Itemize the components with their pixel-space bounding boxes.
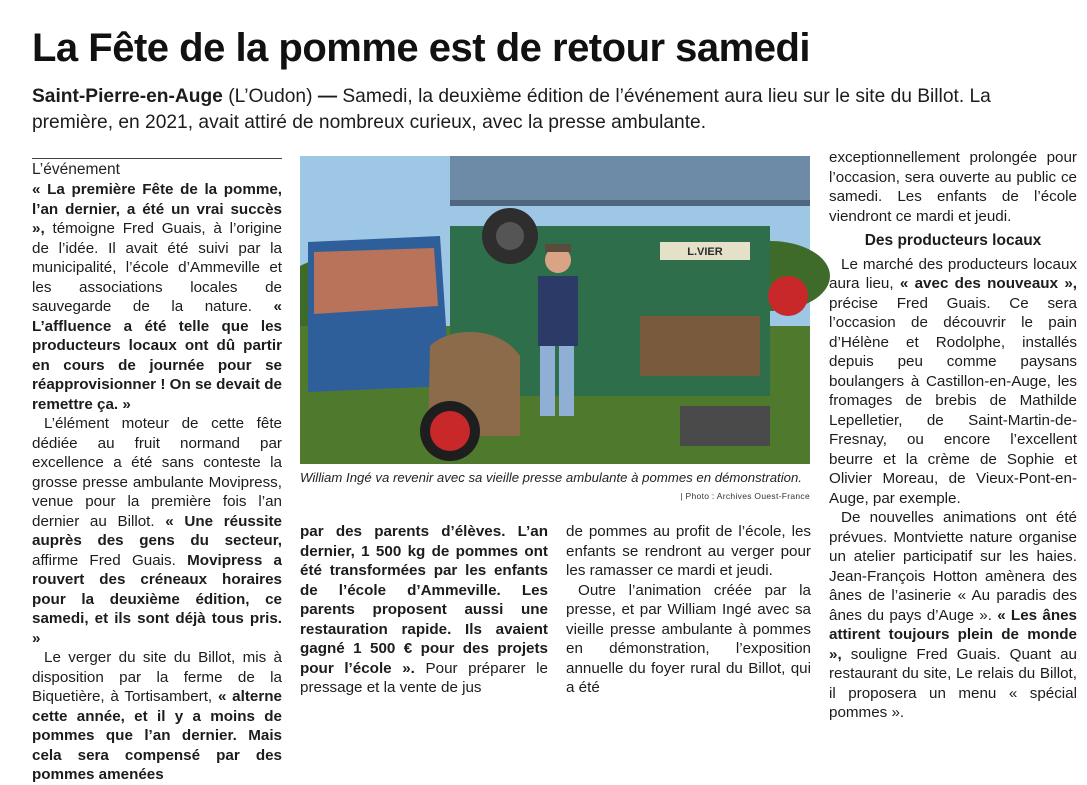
lede-place: Saint-Pierre-en-Auge bbox=[32, 86, 223, 107]
flywheel bbox=[768, 276, 808, 316]
apple-press-photo bbox=[300, 156, 810, 464]
quote: « Une réussite auprès des gens du secteur, bbox=[32, 512, 282, 549]
section-label: L’événement bbox=[32, 158, 282, 179]
man-leg-left bbox=[540, 346, 555, 416]
canopy bbox=[450, 156, 810, 206]
text: précise Fred Guais. Ce sera l’occasion de découvrir le pain d’Hélène et Rodolphe, installés depuis peu comme paysans boulangers à Castillon-en-Auge, les fromages de brebis de Mathilde Lepelletier, de Saint-Martin-de-Fresnay, ou encore l’excellent beurre et la crème de Sophie et Olivier Moreau, de Vieux-Pont-en-Auge, par exemple. bbox=[829, 294, 1077, 507]
text: souligne Fred Guais. Quant au restaurant du site, Le relais du Billot, il proposera un menu « spécial pommes ». bbox=[829, 645, 1077, 721]
apples bbox=[314, 248, 438, 314]
paragraph: Outre l’animation créée par la presse, et par William Ingé avec sa vieille presse ambulante à pommes en démonstration, l’exposition annuelle du foyer rural du Billot, qui a été bbox=[566, 581, 811, 696]
article-column-2 bbox=[300, 522, 548, 698]
quote: « alterne cette année, et il y a moins de pommes que l’an dernier. Mais cela sera compensé par des pommes amenées bbox=[32, 688, 282, 783]
text: témoigne Fred Guais, à l’origine de l’idée. Il avait été suivi par la municipalité, l’école d’Ammeville et les associations locales de sauvegarde de la nature. bbox=[32, 220, 282, 315]
lede bbox=[32, 84, 1062, 136]
quote: par des parents d’élèves. L’an dernier, 1 500 kg de pommes ont été transformées par les enfants de l’école d’Ammeville. Les parents proposent aussi une restauration rapide. Ils avaient gagné 1 500 € pour des projets pour l’école ». bbox=[300, 523, 548, 677]
man-cap bbox=[545, 244, 571, 252]
quote: « avec des nouveaux », bbox=[899, 275, 1077, 292]
press-rack bbox=[640, 316, 760, 376]
text: L’élément moteur de cette fête dédiée au fruit normand par excellence a été sans conteste la grosse presse ambulante Movipress, venue pour la première fois l’an dernier au Billot. bbox=[32, 415, 282, 530]
paragraph bbox=[32, 414, 282, 648]
paragraph bbox=[32, 648, 282, 785]
lede-area: (L’Oudon) bbox=[228, 86, 313, 107]
paragraph: de pommes au profit de l’école, les enfants se rendront au verger pour les ramasser ce mardi et jeudi. bbox=[566, 523, 811, 579]
paragraph: exceptionnellement prolongée pour l’occasion, sera ouverte au public ce samedi. Les enfants de l’école viendront ce mardi et jeudi. bbox=[829, 149, 1077, 225]
quote: « L’affluence a été telle que les producteurs locaux ont dû partir en cours de journée pour se réapprovisionner ! On se devait de remettre ça. » bbox=[32, 298, 282, 413]
article-column-3 bbox=[566, 522, 811, 698]
text: Le marché des producteurs locaux aura lieu, bbox=[829, 255, 1077, 292]
text: Pour préparer le pressage et la vente de jus bbox=[300, 659, 549, 696]
man-shirt bbox=[538, 276, 578, 346]
article-photo bbox=[300, 156, 810, 464]
wheel-rim bbox=[430, 411, 470, 451]
man-leg-right bbox=[559, 346, 574, 416]
subheading: Des producteurs locaux bbox=[864, 232, 1042, 249]
text: affirme Fred Guais. bbox=[32, 551, 176, 569]
quote: « La première Fête de la pomme, l’an dernier, a été un vrai succès », bbox=[32, 181, 282, 237]
lede-text: Samedi, la deuxième édition de l’événement aura lieu sur le site du Billot. La première, en 2021, avait attiré de nombreux curieux, avec la presse ambulante. bbox=[32, 86, 991, 133]
quote: Movipress a rouvert des créneaux horaires pour la deuxième édition, ce samedi, et ils sont déjà tous pris. » bbox=[32, 551, 282, 647]
tub bbox=[680, 406, 770, 446]
headline: La Fête de la pomme est de retour samedi bbox=[32, 26, 811, 70]
paragraph bbox=[829, 255, 1077, 509]
article-column-4 bbox=[829, 148, 1077, 723]
text: Le verger du site du Billot, mis à disposition par la ferme de la Biquetière, à Tortisambert, bbox=[32, 649, 282, 705]
canopy-edge bbox=[450, 200, 810, 206]
text: De nouvelles animations ont été prévues. Montviette nature organise un atelier participatif sur les haies. Jean-François Hotton amènera des ânes de l’asinerie « Au paradis des ânes du pays d’Auge ». bbox=[829, 509, 1077, 624]
paragraph bbox=[300, 522, 548, 698]
paragraph bbox=[829, 508, 1077, 723]
photo-credit: | Photo : Archives Ouest-France bbox=[680, 491, 810, 501]
paragraph bbox=[32, 180, 282, 414]
quote: « Les ânes attirent toujours plein de monde », bbox=[829, 606, 1077, 663]
photo-caption: William Ingé va revenir avec sa vieille presse ambulante à pommes en démonstration. bbox=[300, 470, 802, 485]
machine-plate-text: L.VIER bbox=[687, 246, 723, 258]
lede-dash: — bbox=[317, 86, 337, 107]
cable-reel-hub bbox=[496, 222, 524, 250]
article-column-1 bbox=[32, 180, 282, 785]
